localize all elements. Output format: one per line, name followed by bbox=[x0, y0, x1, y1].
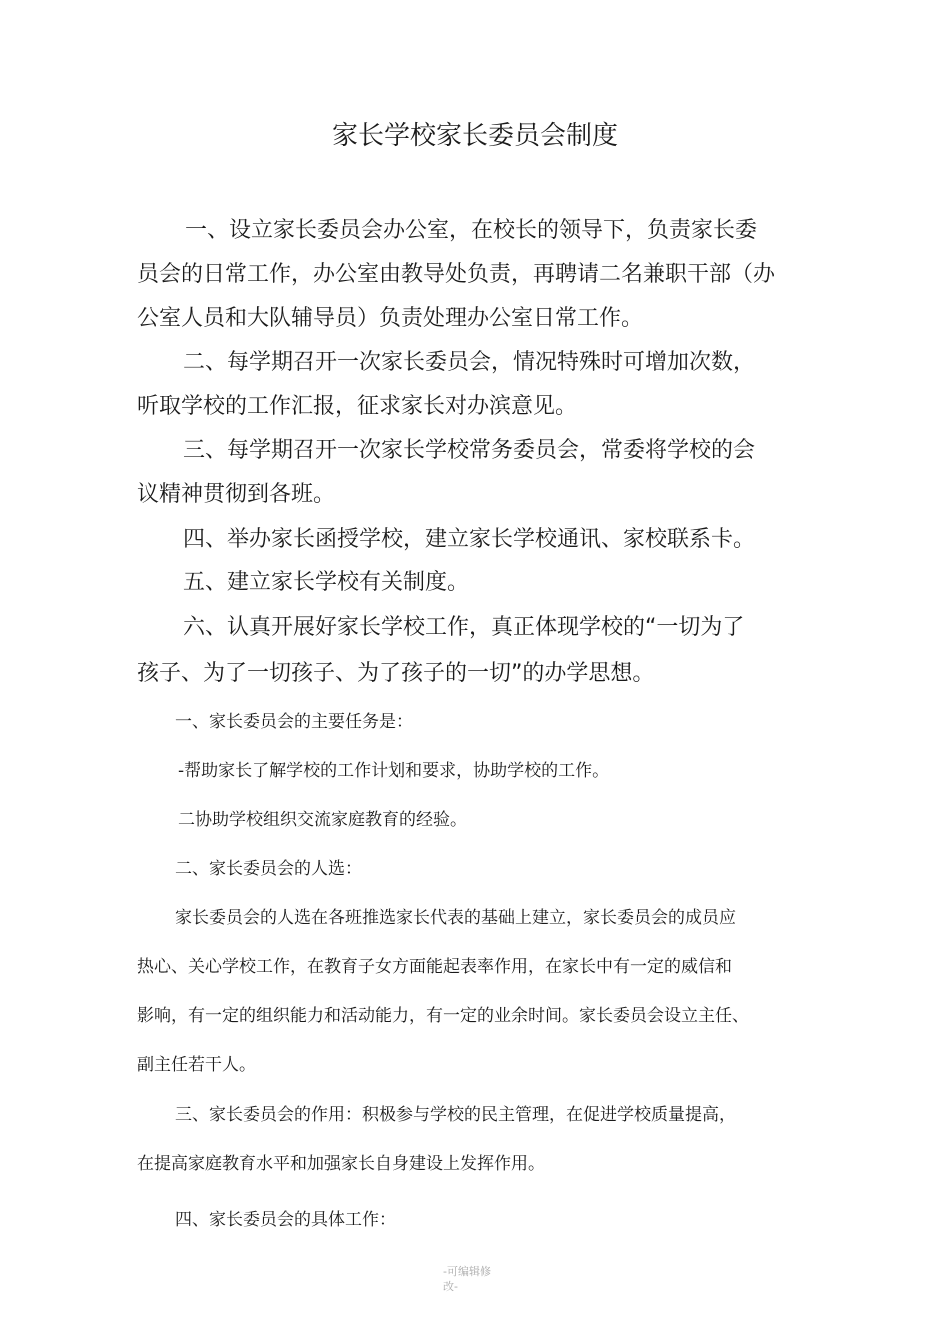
section-line: 热心、关心学校工作，在教育子女方面能起表率作用，在家长中有一定的威信和 bbox=[137, 957, 732, 977]
section-line: 家长委员会的人选在各班推选家长代表的基础上建立，家长委员会的成员应 bbox=[175, 908, 736, 928]
paragraph-line: 员会的日常工作，办公室由教导处负责，再聘请二名兼职干部（办 bbox=[137, 262, 776, 287]
paragraph-line: 二、每学期召开一次家长委员会，情况特殊时可增加次数， bbox=[183, 350, 756, 375]
section-heading: 二、家长委员会的人选： bbox=[175, 859, 362, 879]
paragraph-line: 五、建立家长学校有关制度。 bbox=[183, 570, 470, 595]
section-line: 在提高家庭教育水平和加强家长自身建设上发挥作用。 bbox=[137, 1154, 545, 1174]
section-line: 二协助学校组织交流家庭教育的经验。 bbox=[178, 810, 467, 830]
paragraph-line: 孩子、为了一切孩子、为了孩子的一切”的办学思想。 bbox=[137, 661, 655, 686]
document-title: 家长学校家长委员会制度 bbox=[331, 121, 618, 151]
paragraph-line: 议精神贯彻到各班。 bbox=[137, 482, 336, 507]
paragraph-line: 三、每学期召开一次家长学校常务委员会，常委将学校的会 bbox=[183, 438, 756, 463]
page-footer bbox=[443, 1264, 491, 1294]
paragraph-line: 四、举办家长函授学校，建立家长学校通讯、家校联系卡。 bbox=[183, 527, 756, 552]
footer-line: 改- bbox=[443, 1280, 458, 1293]
section-heading: 三、家长委员会的作用：积极参与学校的民主管理，在促进学校质量提高， bbox=[175, 1105, 736, 1125]
paragraph-line: 一、设立家长委员会办公室，在校长的领导下，负责家长委 bbox=[163, 218, 758, 243]
section-heading: 一、家长委员会的主要任务是： bbox=[175, 712, 413, 732]
paragraph-line: 公室人员和大队辅导员）负责处理办公室日常工作。 bbox=[137, 306, 644, 331]
section-line: -帮助家长了解学校的工作计划和要求，协助学校的工作。 bbox=[178, 761, 610, 781]
section-line: 影响，有一定的组织能力和活动能力，有一定的业余时间。家长委员会设立主任、 bbox=[137, 1006, 749, 1026]
paragraph-line: 听取学校的工作汇报，征求家长对办滨意见。 bbox=[137, 394, 578, 419]
section-line: 副主任若干人。 bbox=[137, 1055, 256, 1075]
footer-line: -可编辑修 bbox=[443, 1265, 491, 1278]
section-heading: 四、家长委员会的具体工作： bbox=[175, 1210, 396, 1230]
paragraph-line: 六、认真开展好家长学校工作，真正体现学校的“一切为了 bbox=[183, 615, 745, 640]
